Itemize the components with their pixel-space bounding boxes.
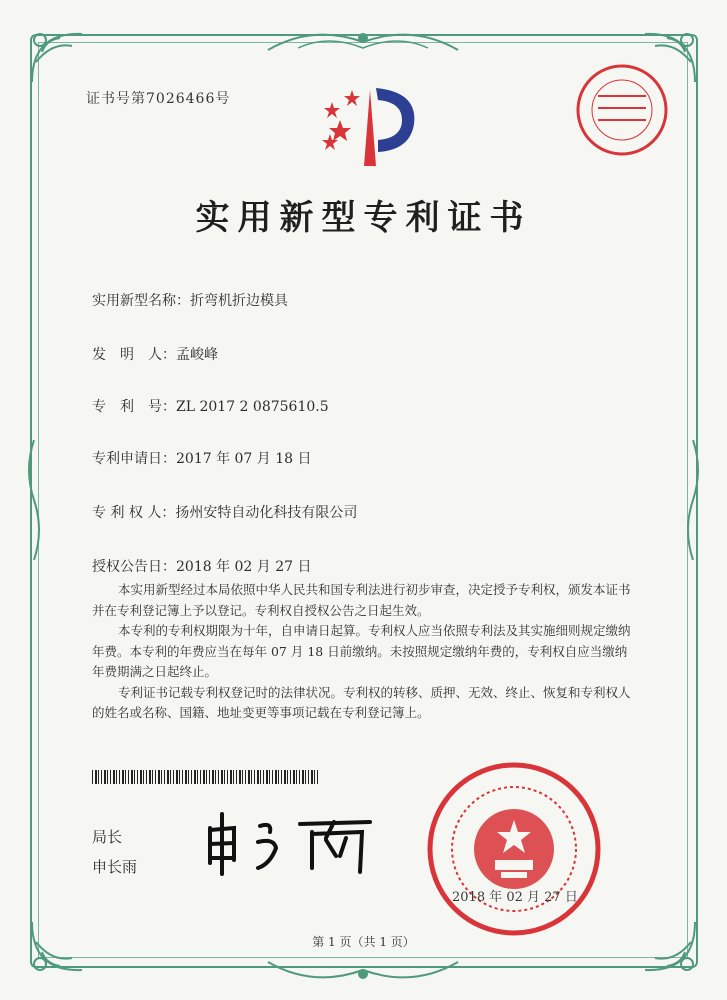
certificate-body-text [92, 580, 638, 724]
director-signature-icon [200, 808, 380, 878]
patent-office-logo-icon [318, 80, 428, 170]
page-number: 第 1 页（共 1 页） [312, 935, 415, 949]
national-ip-office-seal-icon [425, 760, 603, 938]
certificate-title: 实用新型专利证书 [195, 198, 532, 238]
field-value: ZL 2017 2 0875610.5 [176, 399, 329, 415]
field-value: 2018 年 02 月 27 日 [176, 559, 312, 575]
agency-seal-icon [574, 62, 670, 158]
field-value: 折弯机折边模具 [190, 293, 288, 309]
director-title: 局长 [92, 828, 123, 846]
barcode [92, 770, 318, 784]
field-value: 扬州安特自动化科技有限公司 [175, 505, 358, 521]
body-paragraph: 本专利的专利权期限为十年，自申请日起算。专利权人应当依照专利法及其实施细则规定缴纳年费。本专利的年费应当在每年 07 月 18 日前缴纳。未按照规定缴纳年费的，专利权自应当缴纳年费期满之日起终止。 [92, 623, 631, 679]
field-label: 授权公告日： [92, 559, 176, 575]
field-grant-date [92, 556, 312, 576]
director-name: 申长雨 [92, 858, 138, 876]
seal-date: 2018 年 02 月 27 日 [452, 890, 578, 905]
field-patentee [92, 502, 357, 522]
right-edge-ornament [681, 440, 705, 560]
field-inventor [92, 344, 218, 364]
field-label: 专 利 权 人： [92, 505, 176, 521]
field-value: 2017 年 07 月 18 日 [176, 451, 312, 467]
field-label: 专利申请日： [92, 451, 176, 467]
field-label: 发 明 人： [92, 347, 176, 363]
certificate-number: 证书号第7026466号 [86, 91, 231, 107]
top-center-ornament [258, 24, 468, 60]
left-edge-ornament [22, 440, 46, 560]
field-application-date [92, 448, 312, 468]
bottom-center-ornament [258, 952, 468, 988]
field-patent-number [92, 396, 329, 416]
field-utility-model-name [92, 290, 288, 310]
body-paragraph: 专利证书记载专利权登记时的法律状况。专利权的转移、质押、无效、终止、恢复和专利权人的姓名或名称、国籍、地址变更等事项记载在专利登记簿上。 [92, 684, 631, 720]
field-value: 孟峻峰 [176, 347, 218, 363]
field-label: 实用新型名称： [92, 293, 190, 309]
field-label: 专 利 号： [92, 399, 176, 415]
body-paragraph: 本实用新型经过本局依照中华人民共和国专利法进行初步审查，决定授予专利权，颁发本证书并在专利登记簿上予以登记。专利权自授权公告之日起生效。 [92, 582, 631, 618]
corner-ornament-top-left [22, 22, 112, 92]
